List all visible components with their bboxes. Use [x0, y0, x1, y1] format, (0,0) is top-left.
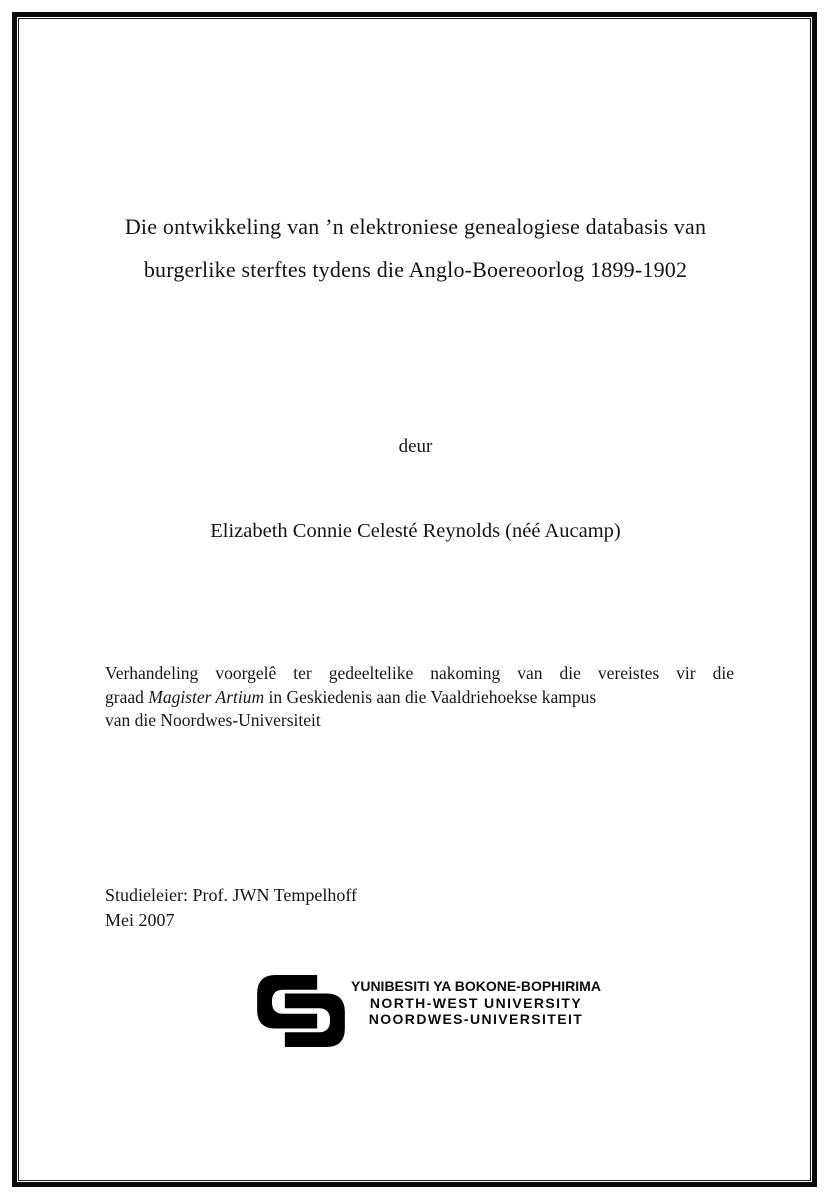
- university-logo: [257, 975, 601, 1047]
- author-name: Elizabeth Connie Celesté Reynolds (néé Aucamp): [210, 520, 621, 542]
- byline-deur: deur: [398, 436, 433, 457]
- university-name-setswana: YUNIBESITI YA BOKONE-BOPHIRIMA: [351, 978, 601, 994]
- university-wordmark: [351, 978, 601, 1028]
- university-name-english: NORTH-WEST UNIVERSITY: [369, 994, 583, 1011]
- thesis-title-line2: burgerlike sterftes tydens die Anglo-Boereoorlog 1899-1902: [143, 257, 688, 282]
- statement-line2-pre: graad: [105, 686, 149, 707]
- supervisor-block: [105, 883, 357, 933]
- thesis-title: [60, 205, 771, 291]
- submission-statement-line3: van die Noordwes-Universiteit: [105, 710, 321, 731]
- submission-statement-line2: [105, 686, 734, 710]
- thesis-title-line1: Die ontwikkeling van ’n elektroniese genealogiese databasis van: [124, 214, 707, 239]
- statement-line2-post: in Geskiedenis aan die Vaaldriehoekse kampus: [264, 686, 597, 707]
- supervisor-line: Studieleier: Prof. JWN Tempelhoff: [105, 885, 358, 905]
- nwu-chainlink-logo-icon: [257, 975, 345, 1047]
- date-line: Mei 2007: [105, 910, 175, 930]
- degree-name: Magister Artium: [148, 686, 265, 707]
- submission-statement: [105, 662, 734, 733]
- university-name-afrikaans: NOORDWES-UNIVERSITEIT: [368, 1011, 584, 1028]
- submission-statement-line1: Verhandeling voorgelê ter gedeeltelike nakoming van die vereistes vir die: [105, 663, 734, 683]
